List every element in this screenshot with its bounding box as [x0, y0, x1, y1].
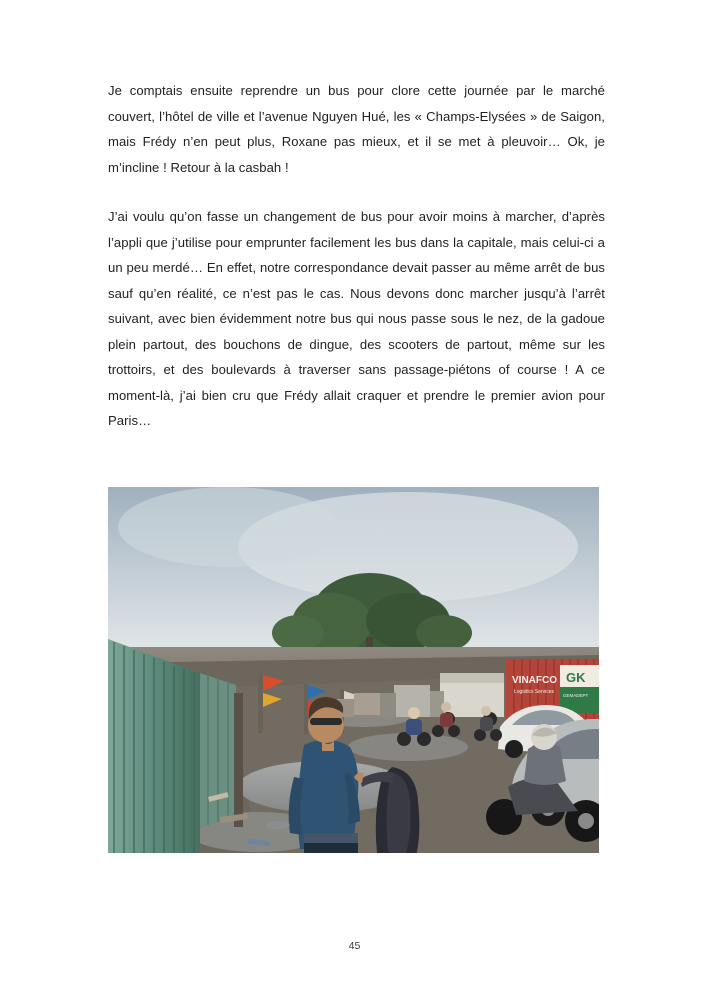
svg-text:VINAFCO: VINAFCO: [512, 675, 557, 686]
photo-illustration: [108, 487, 599, 853]
paragraph-1: Je comptais ensuite reprendre un bus pour clore cette journée par le marché couvert, l’hôtel de ville et l’avenue Nguyen Hué, les « Champs-Elysées » de Saigon, mais Frédy n’en peut plus, Roxane pas mieux, et il se met à pleuvoir… Ok, je m’incline ! Retour à la casbah !: [108, 83, 605, 175]
svg-text:GEMADEPT: GEMADEPT: [563, 693, 589, 698]
page-number: 45: [348, 940, 361, 952]
svg-text:GK: GK: [566, 670, 586, 685]
paragraph-2: J’ai voulu qu’on fasse un changement de bus pour avoir moins à marcher, d’après l’appli que j’utilise pour emprunter facilement les bus dans la capitale, mais celui-ci a un peu merdé… En effet, notre correspondance devait passer au même arrêt de bus sauf qu’en réalité, ce n’est pas le cas. Nous devons donc marcher jusqu’à l’arrêt suivant, avec bien évidemment notre bus qui nous passe sous le nez, de la gadoue plein partout, des bouchons de dingue, des scooters de partout, même sur les trottoirs, et des boulevards à traverser sans passage-piétons of course ! A ce moment-là, j’ai bien cru que Frédy allait craquer et prendre le premier avion pour Paris…: [108, 209, 605, 428]
svg-text:Logistics Services: Logistics Services: [514, 689, 555, 695]
photo-street-scene: [108, 487, 599, 853]
page-text-content: [108, 78, 605, 434]
